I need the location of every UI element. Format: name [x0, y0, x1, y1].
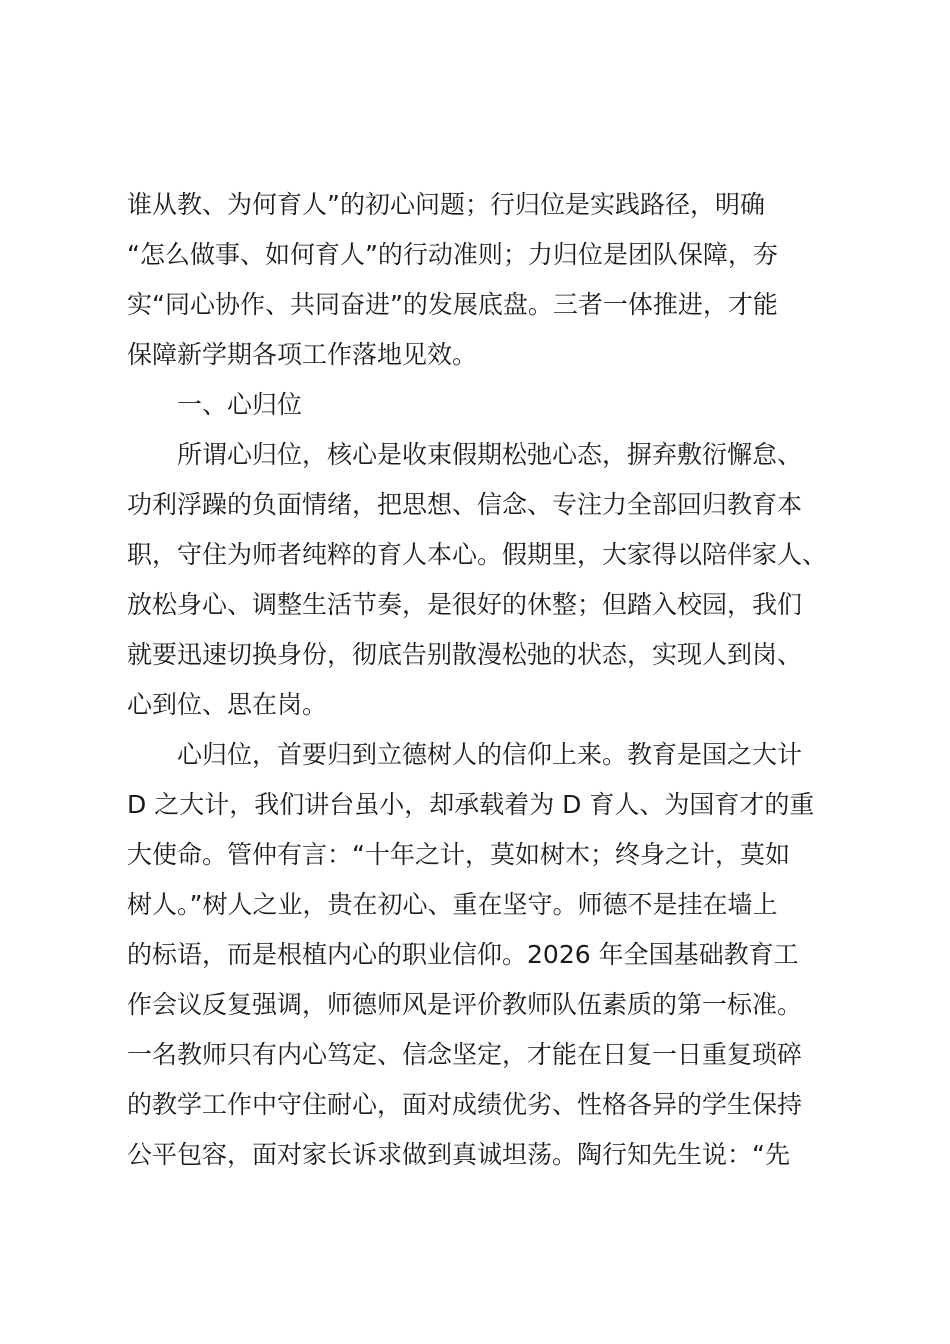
body-line-20: 公平包容，面对家长诉求做到真诚坦荡。陶行知先生说：“先 — [127, 1140, 790, 1169]
body-line-2: “怎么做事、如何育人”的行动准则；力归位是团队保障，夯 — [127, 240, 778, 269]
body-line-16: 的标语，而是根植内心的职业信仰。2026 年全国基础教育工 — [127, 940, 799, 969]
body-line-10: 就要迅速切换身份，彻底告别散漫松弛的状态，实现人到岗、 — [127, 640, 803, 669]
body-line-4: 保障新学期各项工作落地见效。 — [127, 340, 478, 369]
body-line-17: 作会议反复强调，师德师风是评价教师队伍素质的第一标准。 — [127, 990, 803, 1019]
body-line-12: 心归位，首要归到立德树人的信仰上来。教育是国之大计 — [177, 740, 803, 769]
body-line-14: 大使命。管仲有言：“十年之计，莫如树木；终身之计，莫如 — [127, 840, 790, 869]
body-line-19: 的教学工作中守住耐心，面对成绩优劣、性格各异的学生保持 — [127, 1090, 803, 1119]
body-line-1: 谁从教、为何育人”的初心问题；行归位是实践路径，明确 — [127, 190, 765, 219]
body-line-7: 功利浮躁的负面情绪，把思想、信念、专注力全部回归教育本 — [127, 490, 803, 519]
body-line-6: 所谓心归位，核心是收束假期松弛心态，摒弃敷衍懈怠、 — [177, 440, 803, 469]
body-line-13: D 之大计，我们讲台虽小，却承载着为 D 育人、为国育才的重 — [127, 790, 815, 819]
body-line-9: 放松身心、调整生活节奏，是很好的休整；但踏入校园，我们 — [127, 590, 803, 619]
body-line-11: 心到位、思在岗。 — [127, 690, 328, 719]
section-heading: 一、心归位 — [177, 390, 303, 419]
body-line-15: 树人。”树人之业，贵在初心、重在坚守。师德不是挂在墙上 — [127, 890, 778, 919]
body-line-3: 实“同心协作、共同奋进”的发展底盘。三者一体推进，才能 — [127, 290, 778, 319]
body-line-8: 职，守住为师者纯粹的育人本心。假期里，大家得以陪伴家人、 — [127, 540, 828, 569]
document-body — [127, 180, 847, 1180]
body-line-18: 一名教师只有内心笃定、信念坚定，才能在日复一日重复琐碎 — [127, 1040, 803, 1069]
